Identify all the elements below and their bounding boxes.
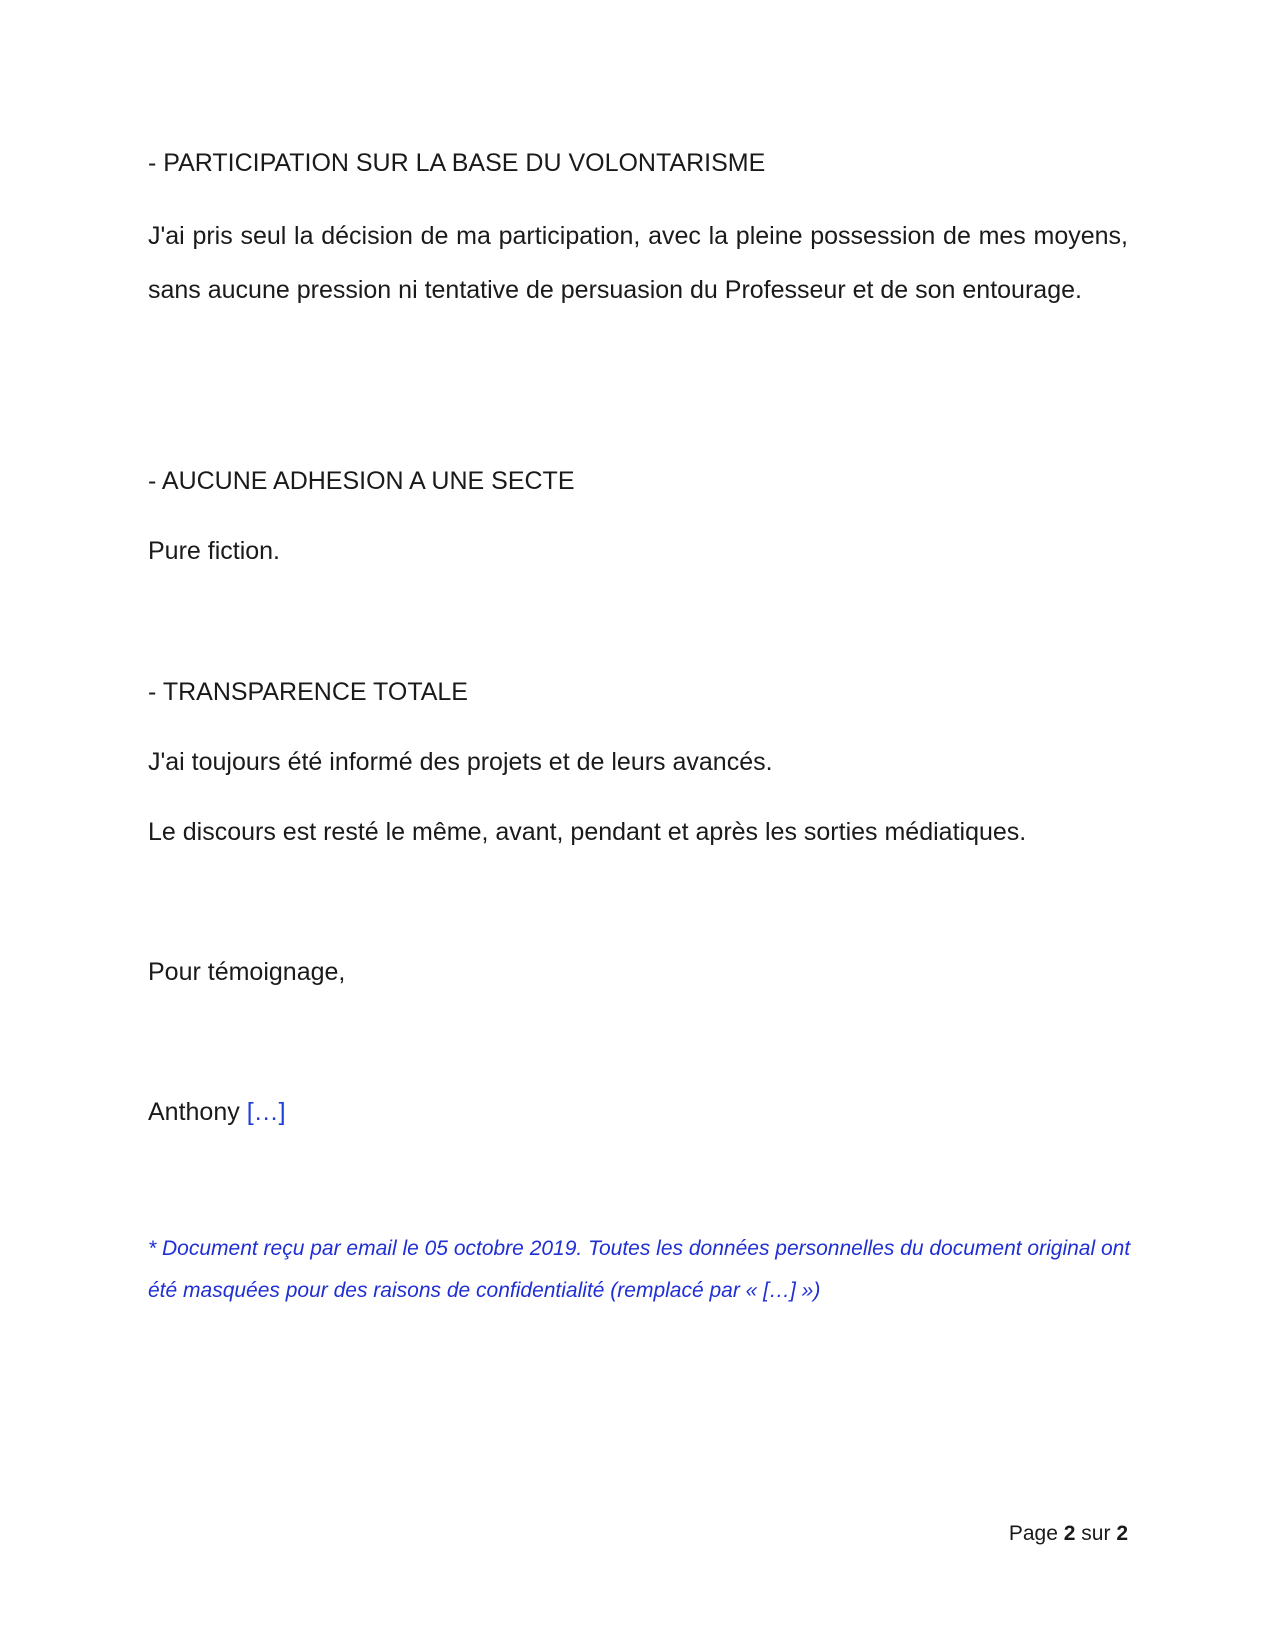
signature-redaction: […] bbox=[246, 1098, 286, 1126]
page-total: 2 bbox=[1116, 1522, 1128, 1545]
section-heading-volontarisme: - PARTICIPATION SUR LA BASE DU VOLONTARISME bbox=[148, 149, 766, 177]
section-heading-secte: - AUCUNE ADHESION A UNE SECTE bbox=[148, 467, 575, 495]
section-paragraph-transparence-2: Le discours est resté le même, avant, pendant et après les sorties médiatiques. bbox=[148, 818, 1027, 846]
page-prefix: Page bbox=[1008, 1522, 1058, 1545]
footnote: * Document reçu par email le 05 octobre 2019. Toutes les données personnelles du document original ont été masquées pour des raisons de confidentialité (remplacé par « […] ») bbox=[148, 1237, 1131, 1302]
signature-name: Anthony bbox=[148, 1098, 240, 1126]
section-paragraph-transparence-1: J'ai toujours été informé des projets et de leurs avancés. bbox=[148, 748, 773, 776]
page-number bbox=[1009, 1522, 1128, 1546]
signature bbox=[148, 1085, 1128, 1139]
page-separator: sur bbox=[1081, 1522, 1111, 1545]
section-paragraph-volontarisme: J'ai pris seul la décision de ma participation, avec la pleine possession de mes moyens, sans aucune pression ni tentative de persuasion du Professeur et de son entourage. bbox=[148, 222, 1128, 304]
page-current: 2 bbox=[1063, 1522, 1076, 1545]
section-paragraph-secte: Pure fiction. bbox=[148, 537, 281, 565]
closing-line: Pour témoignage, bbox=[148, 958, 346, 986]
section-heading-transparence: - TRANSPARENCE TOTALE bbox=[148, 678, 468, 706]
